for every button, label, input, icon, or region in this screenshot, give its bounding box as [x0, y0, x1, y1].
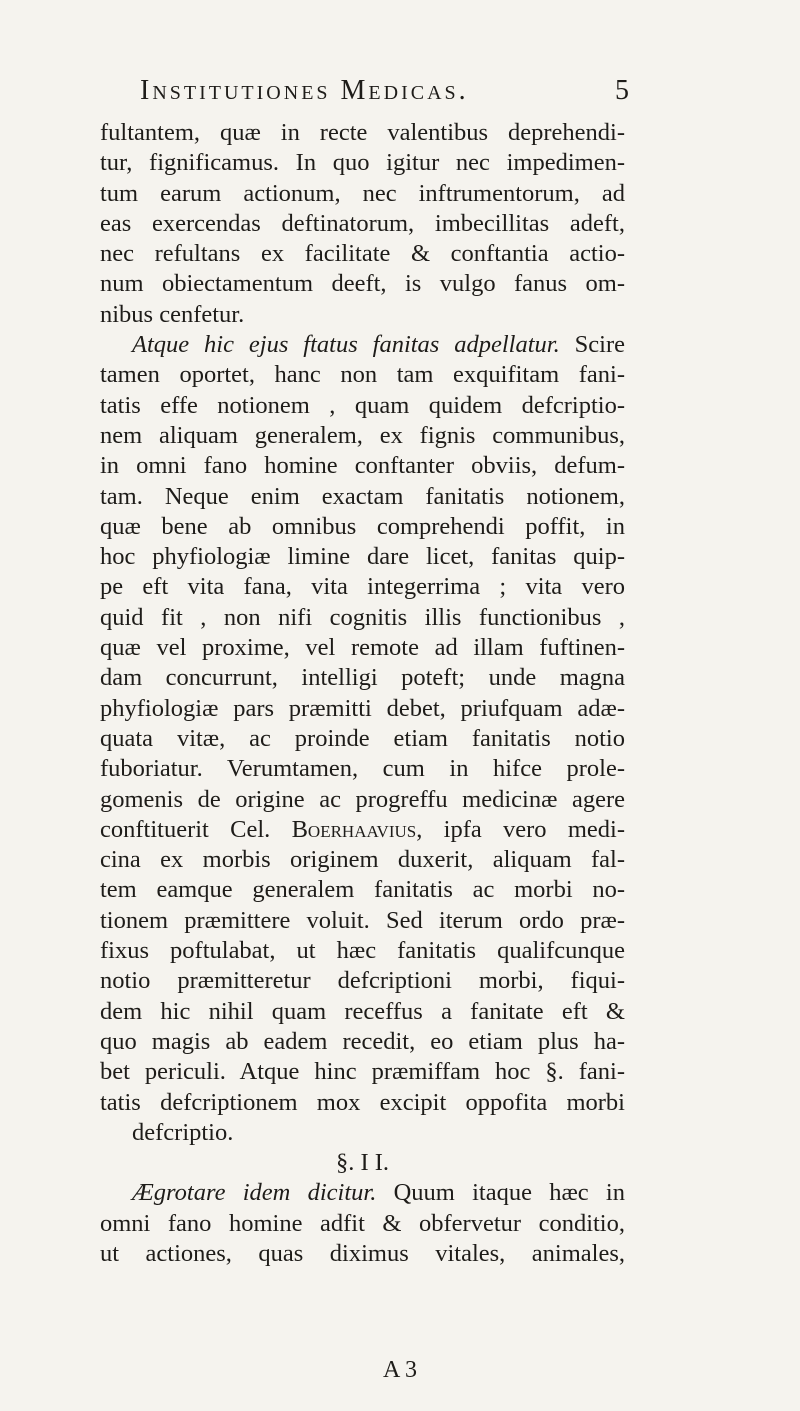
- line-text: defcriptio.: [132, 1118, 234, 1146]
- text-line: [100, 875, 625, 905]
- text-line: [100, 572, 625, 602]
- line-text: quid fit , non nifi cognitis illis functionibus ,: [100, 603, 625, 631]
- text-line: [100, 754, 625, 784]
- line-text: notio præmitteretur defcriptioni morbi, fiqui-: [100, 967, 625, 995]
- line-text: nem aliquam generalem, ex fignis communibus,: [100, 421, 625, 449]
- line-text: hoc phyfiologiæ limine dare licet, fanitas quip-: [100, 543, 625, 571]
- line-text: Scire: [559, 331, 625, 359]
- signature-mark: A 3: [382, 1357, 417, 1383]
- line-text: quæ bene ab omnibus comprehendi poffit, in: [100, 512, 625, 540]
- line-text: gomenis de origine ac progreffu medicinæ agere: [100, 785, 625, 813]
- italic-phrase: Atque hic ejus ftatus fanitas adpellatur.: [132, 331, 560, 359]
- line-text: tur, fignificamus. In quo igitur nec impedimen-: [100, 149, 625, 177]
- line-text: tam. Neque enim exactam fanitatis notionem,: [100, 482, 625, 510]
- line-text: nibus cenfetur.: [100, 300, 245, 328]
- line-text: quata vitæ, ac proinde etiam fanitatis notio: [100, 724, 625, 752]
- text-line: [100, 179, 625, 209]
- text-line: [100, 1057, 625, 1087]
- text-line: [100, 451, 625, 481]
- line-text: fuboriatur. Verumtamen, cum in hifce prole-: [100, 755, 625, 783]
- text-line: [100, 724, 625, 754]
- text-line: [100, 239, 625, 269]
- text-line: [100, 300, 625, 330]
- text-line: [100, 1178, 625, 1208]
- line-text: tionem præmittere voluit. Sed iterum ordo præ-: [100, 906, 625, 934]
- text-line: [100, 633, 625, 663]
- text-line: [100, 512, 625, 542]
- line-text: tum earum actionum, nec inftrumentorum, ad: [100, 179, 625, 207]
- line-text: phyfiologiæ pars præmitti debet, priufquam adæ-: [100, 694, 625, 722]
- text-line: [100, 663, 625, 693]
- text-line: [100, 1027, 625, 1057]
- line-text: §. I I.: [335, 1149, 390, 1177]
- text-line: [100, 118, 625, 148]
- page-number: 5: [615, 75, 629, 106]
- line-text-after: , ipfa vero medi-: [416, 815, 625, 843]
- line-text: quæ vel proxime, vel remote ad illam fuftinen-: [100, 634, 625, 662]
- text-line: [100, 966, 625, 996]
- line-text: cina ex morbis originem duxerit, aliquam fal-: [100, 846, 625, 874]
- text-line: [100, 148, 625, 178]
- line-text: fixus poftulabat, ut hæc fanitatis qualifcunque: [100, 937, 625, 965]
- text-line: [100, 269, 625, 299]
- line-text: tatis defcriptionem mox excipit oppofita morbi: [100, 1088, 625, 1116]
- line-text: dam concurrunt, intelligi poteft; unde magna: [100, 664, 625, 692]
- line-text: pe eft vita fana, vita integerrima ; vita vero: [100, 573, 625, 601]
- line-text: tatis effe notionem , quam quidem defcriptio-: [100, 391, 625, 419]
- line-text: conftituerit Cel.: [100, 815, 292, 843]
- text-line: [100, 1209, 625, 1239]
- text-line: [100, 360, 625, 390]
- text-line: [100, 1239, 625, 1269]
- line-text: nec refultans ex facilitate & conftantia actio-: [100, 240, 625, 268]
- text-line: [100, 997, 625, 1027]
- line-text: bet periculi. Atque hinc præmiffam hoc §. fani-: [100, 1058, 625, 1086]
- text-line: [100, 845, 625, 875]
- line-text: ut actiones, quas diximus vitales, animales,: [100, 1239, 625, 1267]
- line-text: tem eamque generalem fanitatis ac morbi no-: [100, 876, 625, 904]
- line-text: in omni fano homine conftanter obviis, defum-: [100, 452, 625, 480]
- text-line: [100, 936, 625, 966]
- italic-phrase: Ægrotare idem dicitur.: [132, 1179, 377, 1207]
- text-line: [100, 391, 625, 421]
- line-text: fultantem, quæ in recte valentibus deprehendi-: [100, 119, 625, 146]
- text-line: [100, 542, 625, 572]
- header-title: Institutiones Medicas.: [140, 75, 469, 106]
- text-line: [100, 421, 625, 451]
- text-line: [100, 906, 625, 936]
- line-text: omni fano homine adfit & obfervetur conditio,: [100, 1209, 625, 1237]
- line-text: tamen oportet, hanc non tam exquifitam fani-: [100, 361, 625, 389]
- running-header: [140, 75, 629, 107]
- text-line: [100, 603, 625, 633]
- text-line: [100, 1148, 625, 1178]
- text-line: [100, 482, 625, 512]
- line-text: quo magis ab eadem recedit, eo etiam plus ha-: [100, 1027, 625, 1055]
- text-line: [100, 1088, 625, 1118]
- line-text: dem hic nihil quam receffus a fanitate eft &: [100, 997, 625, 1025]
- author-name: Boerhaavius: [291, 815, 417, 843]
- text-line: [100, 815, 625, 845]
- line-text: num obiectamentum deeft, is vulgo fanus om-: [100, 270, 625, 298]
- text-line: [100, 785, 625, 815]
- text-line: [100, 1118, 625, 1148]
- line-text: eas exercendas deftinatorum, imbecillitas adeft,: [100, 209, 625, 237]
- text-line: [100, 694, 625, 724]
- text-line: [100, 209, 625, 239]
- line-text: Quum itaque hæc in: [376, 1179, 625, 1207]
- body-text: [100, 118, 625, 1269]
- text-line: [100, 330, 625, 360]
